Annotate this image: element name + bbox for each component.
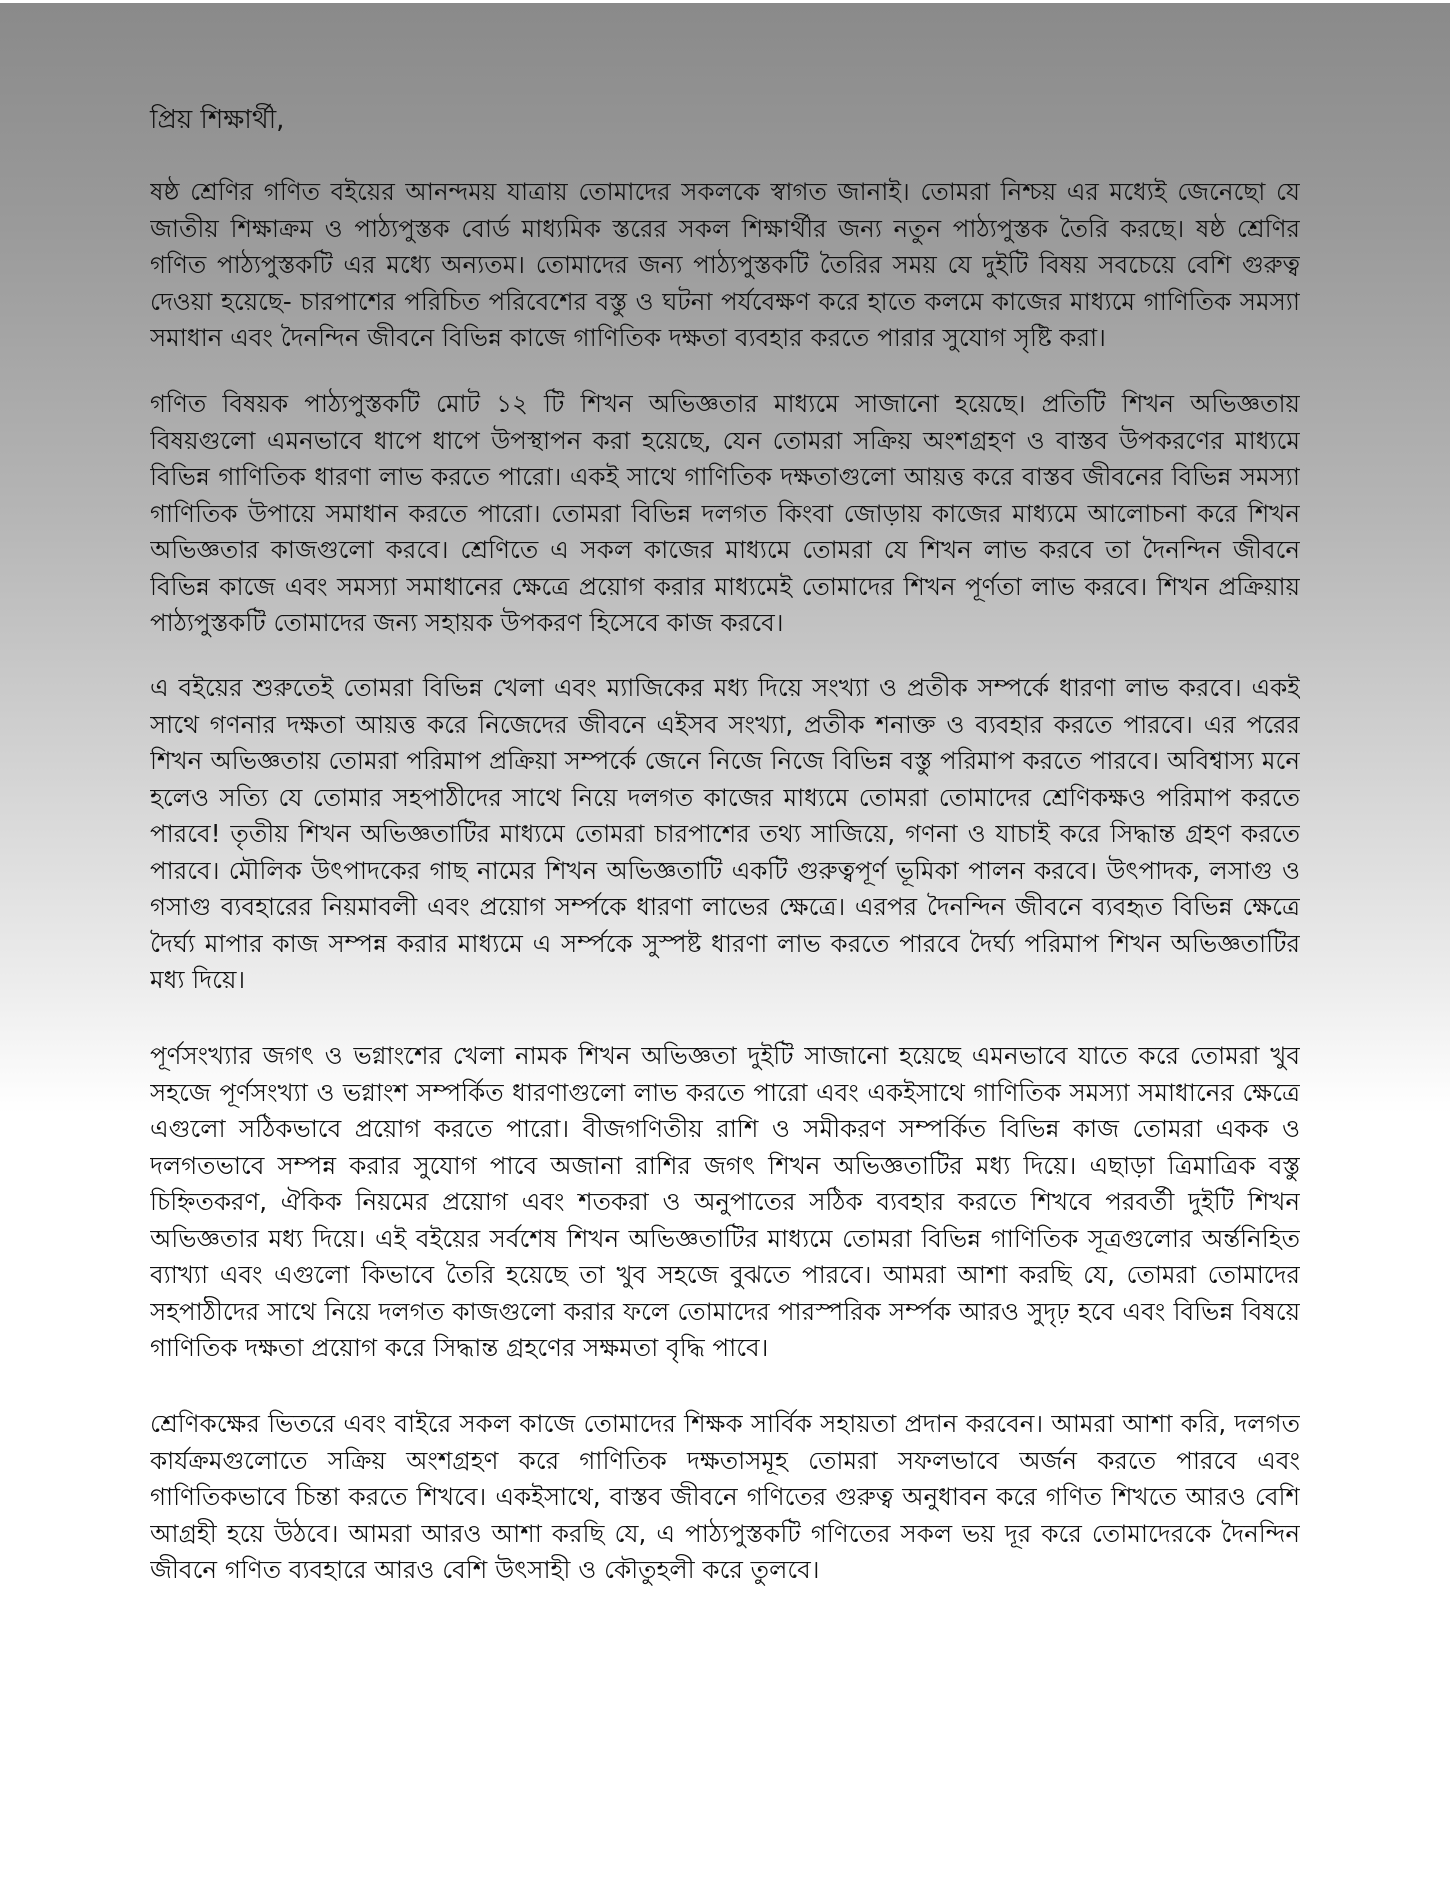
paragraph-closing: শ্রেণিকক্ষের ভিতরে এবং বাইরে সকল কাজে তোমাদের শিক্ষক সার্বিক সহায়তা প্রদান করবেন। আমরা আশা করি, দলগত কার্যক্রমগুলোতে সক্রিয় অংশগ্রহণ করে গাণিতিক দক্ষতাসমূহ তোমরা সফলভাবে অর্জন করতে পারবে এবং গাণিতিকভাবে চিন্তা করতে শিখবে। একইসাথে, বাস্তব জীবনে গণিতের গুরুত্ব অনুধাবন করে গণিত শিখতে আরও বেশি আগ্রহী হয়ে উঠবে। আমরা আরও আশা করছি যে, এ পাঠ্যপুস্তকটি গণিতের সকল ভয় দূর করে তোমাদেরকে দৈনন্দিন জীবনে গণিত ব্যবহারে আরও বেশি উৎসাহী ও কৌতুহলী করে তুলবে। (150, 1409, 1300, 1584)
paragraph-introduction: ষষ্ঠ শ্রেণির গণিত বইয়ের আনন্দময় যাত্রায় তোমাদের সকলকে স্বাগত জানাই। তোমরা নিশ্চয় এর মধ্যেই জেনেছো যে জাতীয় শিক্ষাক্রম ও পাঠ্যপুস্তক বোর্ড মাধ্যমিক স্তরের সকল শিক্ষার্থীর জন্য নতুন পাঠ্যপুস্তক তৈরি করছে। ষষ্ঠ শ্রেণির গণিত পাঠ্যপুস্তকটি এর মধ্যে অন্যতম। তোমাদের জন্য পাঠ্যপুস্তকটি তৈরির সময় যে দুইটি বিষয় সবচেয়ে বেশি গুরুত্ব দেওয়া হয়েছে- চারপাশের পরিচিত পরিবেশের বস্তু ও ঘটনা পর্যবেক্ষণ করে হাতে কলমে কাজের মাধ্যমে গাণিতিক সমস্যা সমাধান এবং দৈনন্দিন জীবনে বিভিন্ন কাজে গাণিতিক দক্ষতা ব্যবহার করতে পারার সুযোগ সৃষ্টি করা। (150, 177, 1300, 352)
salutation: প্রিয় শিক্ষার্থী, (150, 105, 285, 135)
paragraph-book-overview: এ বইয়ের শুরুতেই তোমরা বিভিন্ন খেলা এবং ম্যাজিকের মধ্য দিয়ে সংখ্যা ও প্রতীক সম্পর্কে ধারণা লাভ করবে। একই সাথে গণনার দক্ষতা আয়ত্ত করে নিজেদের জীবনে এইসব সংখ্যা, প্রতীক শনাক্ত ও ব্যবহার করতে পারবে। এর পরের শিখন অভিজ্ঞতায় তোমরা পরিমাপ প্রক্রিয়া সম্পর্কে জেনে নিজে নিজে বিভিন্ন বস্তু পরিমাপ করতে পারবে। অবিশ্বাস্য মনে হলেও সত্যি যে তোমার সহপাঠীদের সাথে নিয়ে দলগত কাজের মাধ্যমে তোমরা তোমাদের শ্রেণিকক্ষও পরিমাপ করতে পারবে! তৃতীয় শিখন অভিজ্ঞতাটির মাধ্যমে তোমরা চারপাশের তথ্য সাজিয়ে, গণনা ও যাচাই করে সিদ্ধান্ত গ্রহণ করতে পারবে। মৌলিক উৎপাদকের গাছ নামের শিখন অভিজ্ঞতাটি একটি গুরুত্বপূর্ণ ভূমিকা পালন করবে। উৎপাদক, লসাগু ও গসাগু ব্যবহারের নিয়মাবলী এবং প্রয়োগ সর্ম্পকে ধারণা লাভের ক্ষেত্রে। এরপর দৈনন্দিন জীবনে ব্যবহৃত বিভিন্ন ক্ষেত্রে দৈর্ঘ্য মাপার কাজ সম্পন্ন করার মাধ্যমে এ সর্ম্পকে সুস্পষ্ট ধারণা লাভ করতে পারবে দৈর্ঘ্য পরিমাপ শিখন অভিজ্ঞতাটির মধ্য দিয়ে। (150, 673, 1300, 994)
paragraph-integers-fractions: পূর্ণসংখ্যার জগৎ ও ভগ্নাংশের খেলা নামক শিখন অভিজ্ঞতা দুইটি সাজানো হয়েছে এমনভাবে যাতে করে তোমরা খুব সহজে পূর্ণসংখ্যা ও ভগ্নাংশ সম্পর্কিত ধারণাগুলো লাভ করতে পারো এবং একইসাথে গাণিতিক সমস্যা সমাধানের ক্ষেত্রে এগুলো সঠিকভাবে প্রয়োগ করতে পারো। বীজগণিতীয় রাশি ও সমীকরণ সম্পর্কিত বিভিন্ন কাজ তোমরা একক ও দলগতভাবে সম্পন্ন করার সুযোগ পাবে অজানা রাশির জগৎ শিখন অভিজ্ঞতাটির মধ্য দিয়ে। এছাড়া ত্রিমাত্রিক বস্তু চিহ্নিতকরণ, ঐকিক নিয়মের প্রয়োগ এবং শতকরা ও অনুপাতের সঠিক ব্যবহার করতে শিখবে পরবর্তী দুইটি শিখন অভিজ্ঞতার মধ্য দিয়ে। এই বইয়ের সর্বশেষ শিখন অভিজ্ঞতাটির মাধ্যমে তোমরা বিভিন্ন গাণিতিক সূত্রগুলোর অর্ন্তনিহিত ব্যাখ্যা এবং এগুলো কিভাবে তৈরি হয়েছে তা খুব সহজে বুঝতে পারবে। আমরা আশা করছি যে, তোমরা তোমাদের সহপাঠীদের সাথে নিয়ে দলগত কাজগুলো করার ফলে তোমাদের পারস্পরিক সর্ম্পক আরও সুদৃঢ় হবে এবং বিভিন্ন বিষয়ে গাণিতিক দক্ষতা প্রয়োগ করে সিদ্ধান্ত গ্রহণের সক্ষমতা বৃদ্ধি পাবে। (150, 1041, 1300, 1362)
paragraph-learning-experiences: গণিত বিষয়ক পাঠ্যপুস্তকটি মোট ১২ টি শিখন অভিজ্ঞতার মাধ্যমে সাজানো হয়েছে। প্রতিটি শিখন অভিজ্ঞতায় বিষয়গুলো এমনভাবে ধাপে ধাপে উপস্থাপন করা হয়েছে, যেন তোমরা সক্রিয় অংশগ্রহণ ও বাস্তব উপকরণের মাধ্যমে বিভিন্ন গাণিতিক ধারণা লাভ করতে পারো। একই সাথে গাণিতিক দক্ষতাগুলো আয়ত্ত করে বাস্তব জীবনের বিভিন্ন সমস্যা গাণিতিক উপায়ে সমাধান করতে পারো। তোমরা বিভিন্ন দলগত কিংবা জোড়ায় কাজের মাধ্যমে আলোচনা করে শিখন অভিজ্ঞতার কাজগুলো করবে। শ্রেণিতে এ সকল কাজের মাধ্যমে তোমরা যে শিখন লাভ করবে তা দৈনন্দিন জীবনে বিভিন্ন কাজে এবং সমস্যা সমাধানের ক্ষেত্রে প্রয়োগ করার মাধ্যমেই তোমাদের শিখন পূর্ণতা লাভ করবে। শিখন প্রক্রিয়ায় পাঠ্যপুস্তকটি তোমাদের জন্য সহায়ক উপকরণ হিসেবে কাজ করবে। (150, 389, 1300, 637)
